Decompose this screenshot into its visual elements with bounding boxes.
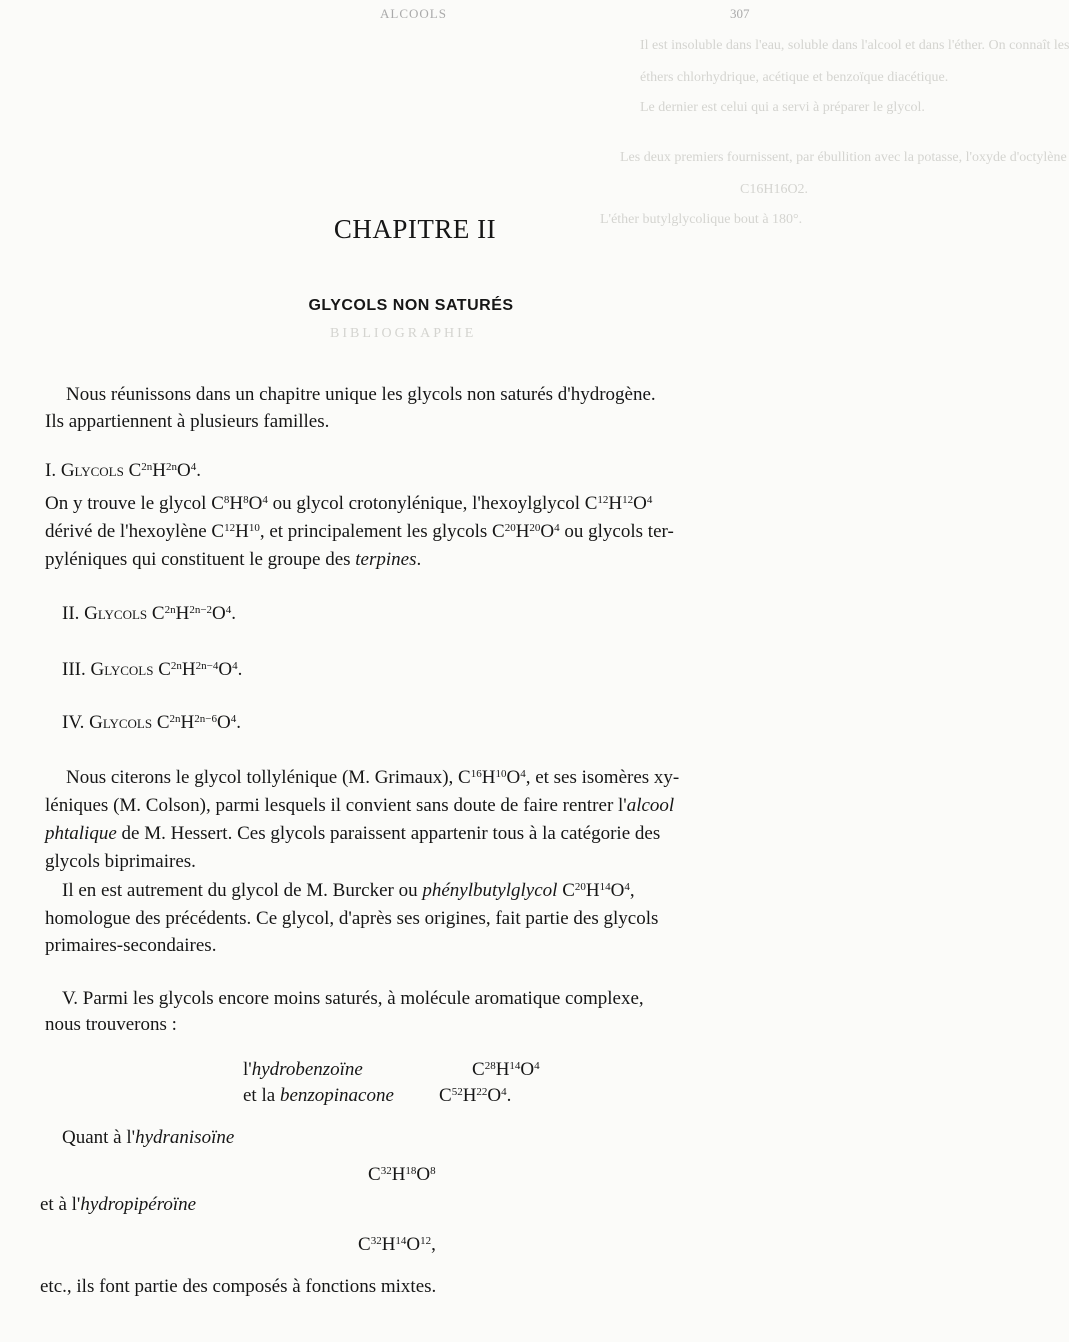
para-5-line-1: Quant à l'hydranisoïne — [62, 1127, 235, 1148]
running-head: ALCOOLS — [380, 6, 447, 21]
compound-benzopinacone-name: et la benzopinacone — [243, 1085, 394, 1106]
family-3-heading: III. Glycols $C^{2n}H^{2n-4}O^4$. — [62, 659, 243, 680]
para-2-line-4: glycols biprimaires. — [45, 851, 196, 872]
family-1-heading: I. Glycols $C^{2n}H^{2n}O^4$. — [45, 460, 201, 481]
para-3-line-3: primaires-secondaires. — [45, 935, 217, 956]
intro-line-2: Ils appartiennent à plusieurs familles. — [45, 411, 330, 432]
para-3-line-1: Il en est autrement du glycol de M. Burcker ou phénylbutylglycol $C^{20}H^{14}O^4$, — [62, 880, 635, 901]
para-2-line-1: Nous citerons le glycol tollylénique (M. Grimaux), $C^{16}H^{10}O^4$, et ses isomères xy- — [66, 767, 680, 788]
para-5-line-3: et à l'hydropipéroïne — [40, 1194, 197, 1215]
show-through-line: Le dernier est celui qui a servi à préparer le glycol. — [640, 100, 925, 115]
compound-hydrobenzoine-name: l'hydrobenzoïne — [243, 1059, 363, 1080]
show-through-line: Il est insoluble dans l'eau, soluble dans l'alcool et dans l'éther. On connaît les — [640, 38, 1069, 53]
show-through-line: C16H16O2. — [740, 182, 809, 197]
family-2-heading: II. Glycols $C^{2n}H^{2n-2}O^4$. — [62, 603, 237, 624]
family-4-heading: IV. Glycols $C^{2n}H^{2n-6}O^4$. — [62, 712, 241, 733]
hydropiperoine-formula: $C^{32}H^{14}O^{12}$, — [358, 1234, 436, 1255]
compound-benzopinacone-formula: $C^{52}H^{22}O^4$. — [439, 1085, 512, 1106]
para-5-line-5: etc., ils font partie des composés à fonctions mixtes. — [40, 1276, 437, 1297]
show-through-line: éthers chlorhydrique, acétique et benzoïque diacétique. — [640, 70, 949, 85]
section-title: GLYCOLS NON SATURÉS — [308, 297, 514, 314]
para-2-line-3: phtalique de M. Hessert. Ces glycols paraissent appartenir tous à la catégorie des — [45, 823, 661, 844]
show-through-line: L'éther butylglycolique bout à 180°. — [600, 212, 803, 227]
show-through-line: Les deux premiers fournissent, par ébullition avec la potasse, l'oxyde d'octylène — [620, 150, 1067, 165]
para-1-line-3: pyléniques qui constituent le groupe des terpines. — [45, 549, 422, 570]
show-through-heading: BIBLIOGRAPHIE — [330, 326, 477, 341]
para-1-line-1: On y trouve le glycol $C^8H^8O^4$ ou glycol crotonylénique, l'hexoylglycol $C^{12}H^{12}O^4$ — [45, 493, 653, 514]
para-4-line-1: V. Parmi les glycols encore moins saturés, à molécule aromatique complexe, — [62, 988, 644, 1009]
intro-line-1: Nous réunissons dans un chapitre unique les glycols non saturés d'hydrogène. — [66, 384, 656, 405]
page-number: 307 — [730, 6, 750, 21]
compound-hydrobenzoine-formula: $C^{28}H^{14}O^4$ — [472, 1059, 540, 1080]
para-4-line-2: nous trouverons : — [45, 1014, 177, 1035]
chapter-title: CHAPITRE II — [333, 214, 497, 244]
hydranisoine-formula: $C^{32}H^{18}O^8$ — [368, 1164, 436, 1185]
para-3-line-2: homologue des précédents. Ce glycol, d'après ses origines, fait partie des glycols — [45, 908, 659, 929]
para-2-line-2: léniques (M. Colson), parmi lesquels il convient sans doute de faire rentrer l'alcool — [45, 795, 675, 816]
para-1-line-2: dérivé de l'hexoylène $C^{12}H^{10}$, et principalement les glycols $C^{20}H^{20}O^4$ ou glycols ter- — [45, 521, 674, 542]
